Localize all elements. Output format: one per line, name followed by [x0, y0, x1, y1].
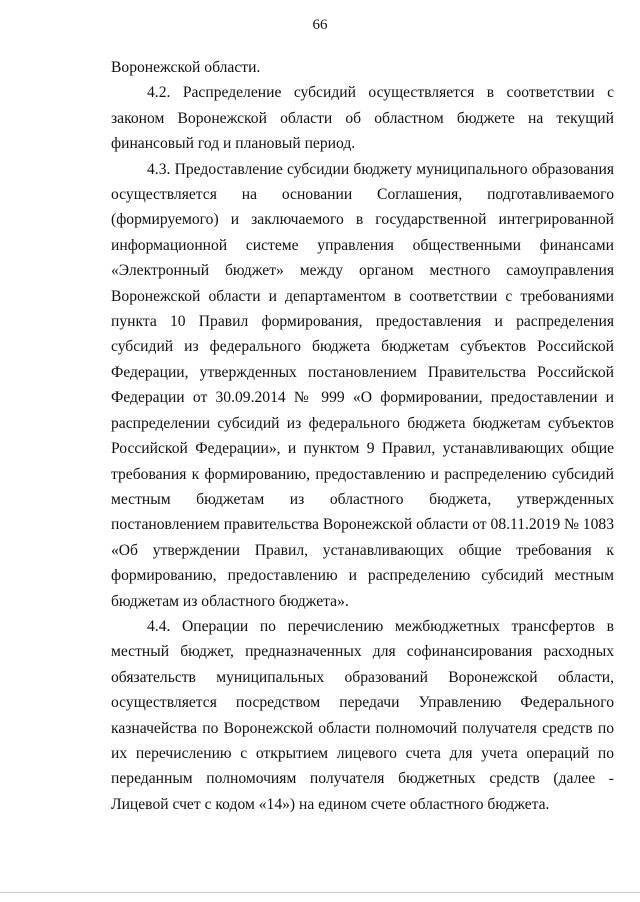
paragraph-4-3: 4.3. Предоставление субсидии бюджету муниципального образования осуществляется на основании Соглашения, подготавливаемого (формируемого) и заключаемого в государственной интегрированной информационной системе управления общественными финансами «Электронный бюджет» между органом местного самоуправления Воронежской области и департаментом в соответствии с требованиями пункта 10 Правил формирования, предоставления и распределения субсидий из федерального бюджета бюджетам субъектов Российской Федерации, утвержденных постановлением Правительства Российской Федерации от 30.09.2014 № 999 «О формировании, предоставлении и распределении субсидий из федерального бюджета бюджетам субъектов Российской Федерации», и пунктом 9 Правил, устанавливающих общие требования к формированию, предоставлению и распределению субсидий местным бюджетам из областного бюджета, утвержденных постановлением правительства Воронежской области от 08.11.2019 № 1083 «Об утверждении Правил, устанавливающих общие требования к формированию, предоставлению и распределению субсидий местным бюджетам из областного бюджета». — [111, 160, 614, 610]
paragraph-continuation: Воронежской области. — [111, 59, 261, 76]
page-number: 66 — [312, 17, 328, 33]
page-bottom-rule — [0, 892, 640, 893]
paragraph-4-4: 4.4. Операции по перечислению межбюджетных трансфертов в местный бюджет, предназначенных для софинансирования расходных обязательств муниципальных образований Воронежской области, осуществляется посредством передачи Управлению Федерального казначейства по Воронежской области полномочий получателя средств по их перечислению с открытием лицевого счета для учета операций по переданным полномочиям получателя бюджетных средств (далее - Лицевой счет с кодом «14») на едином счете областного бюджета. — [111, 617, 614, 813]
document-body — [111, 55, 614, 817]
paragraph-4-2: 4.2. Распределение субсидий осуществляется в соответствии с законом Воронежской области об областном бюджете на текущий финансовый год и плановый период. — [111, 84, 614, 153]
